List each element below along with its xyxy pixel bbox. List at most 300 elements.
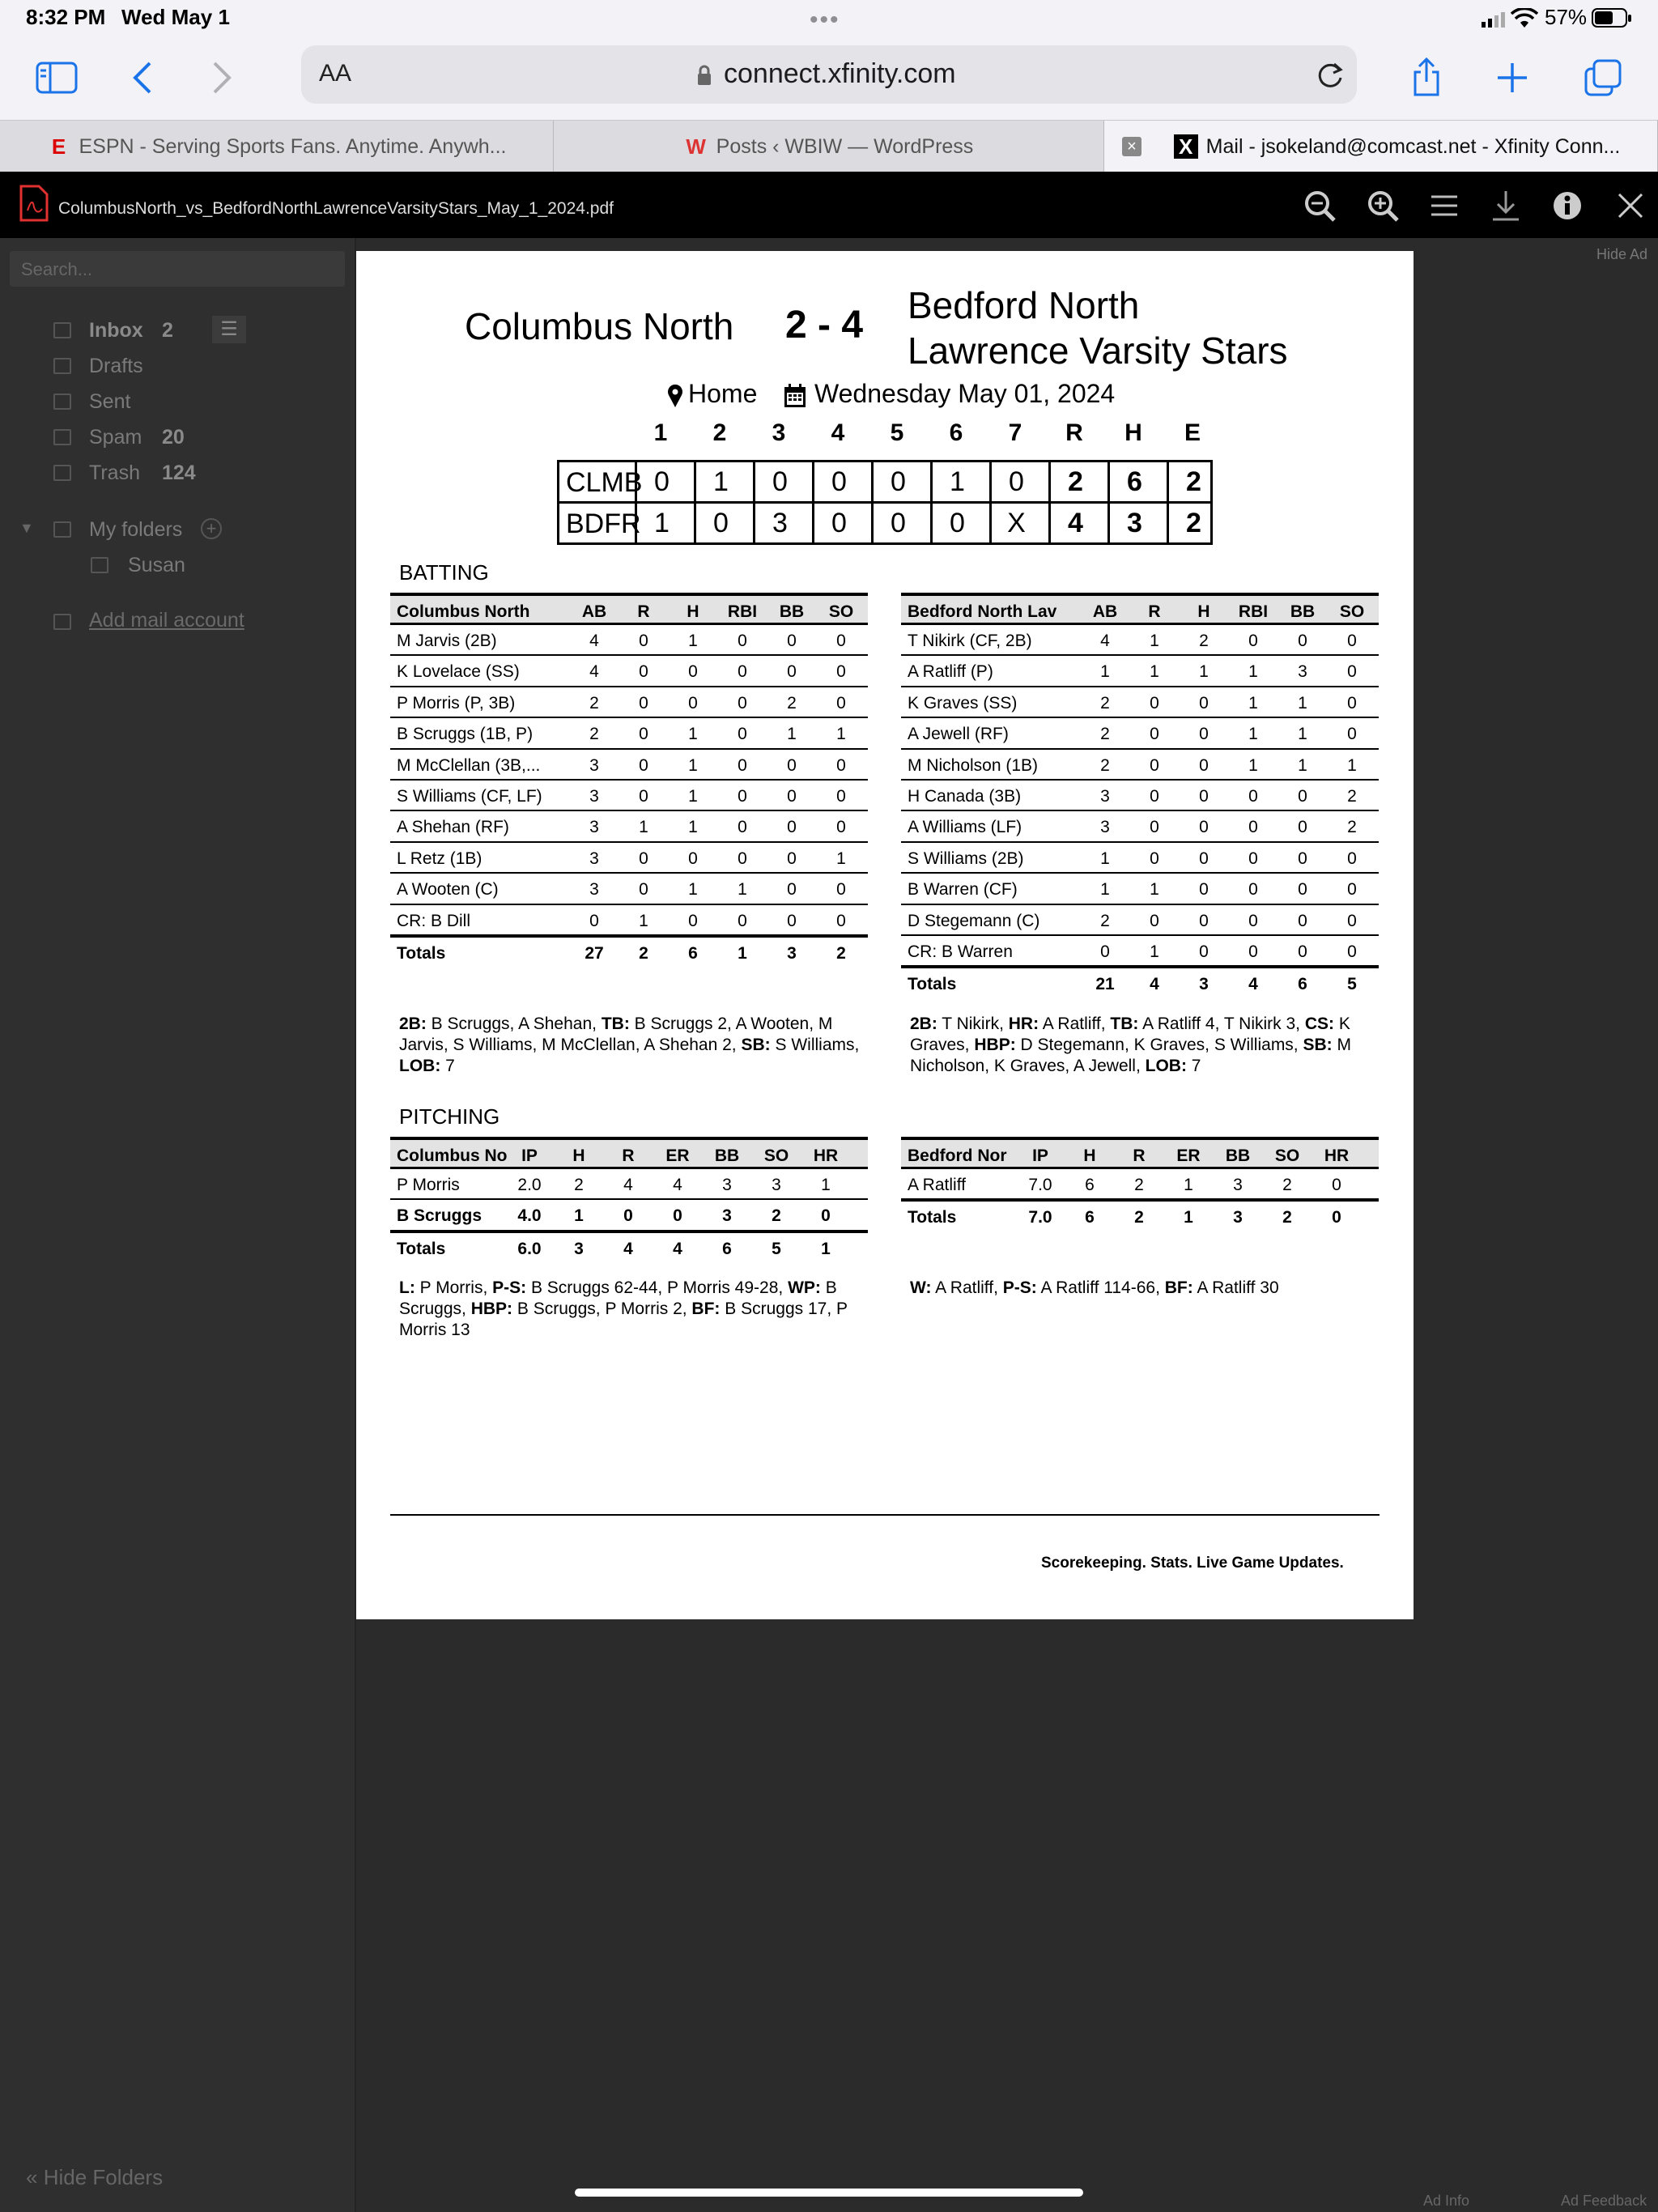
add-mail-account-link[interactable]: Add mail account bbox=[89, 609, 244, 632]
stat-cell: 1 bbox=[688, 818, 698, 837]
pdf-viewer-header bbox=[0, 172, 1658, 238]
stat-cell: 3 bbox=[772, 1176, 781, 1194]
stat-cell: 3 bbox=[1233, 1176, 1243, 1194]
column-header: R bbox=[1133, 1146, 1146, 1165]
stat-cell: 0 bbox=[1199, 942, 1209, 961]
stat-cell: 1 bbox=[1184, 1176, 1193, 1194]
column-header: ER bbox=[665, 1146, 690, 1165]
pdf-file-icon bbox=[18, 185, 50, 222]
column-header: BB bbox=[1225, 1146, 1251, 1165]
line-score-cell: 0 bbox=[753, 462, 805, 501]
table-row bbox=[901, 843, 1379, 874]
stat-cell: 3 bbox=[1233, 1208, 1243, 1227]
table-row bbox=[901, 718, 1379, 749]
stat-cell: 0 bbox=[787, 849, 797, 868]
stat-cell: 0 bbox=[1347, 693, 1357, 713]
stat-cell: 0 bbox=[1150, 849, 1159, 868]
note-key: P-S: bbox=[492, 1278, 527, 1297]
stat-cell: 0 bbox=[836, 787, 846, 806]
stat-cell: 0 bbox=[1298, 818, 1307, 837]
stat-cell: 1 bbox=[688, 787, 698, 806]
stat-cell: 0 bbox=[836, 818, 846, 837]
player-name: B Warren (CF) bbox=[908, 880, 1018, 900]
stat-cell: 3 bbox=[574, 1239, 584, 1258]
stat-cell: 5 bbox=[772, 1239, 781, 1258]
line-score-cell: 1 bbox=[930, 462, 982, 501]
stat-cell: 2 bbox=[787, 693, 797, 713]
table-row bbox=[390, 843, 868, 874]
close-icon[interactable] bbox=[1613, 188, 1648, 223]
hide-folders-button[interactable]: « Hide Folders bbox=[26, 2165, 164, 2189]
totals-label: Totals bbox=[397, 1239, 446, 1258]
stat-cell: 1 bbox=[1199, 662, 1209, 682]
stat-cell: 1 bbox=[1248, 755, 1258, 775]
stat-cell: 3 bbox=[1199, 975, 1209, 994]
info-icon[interactable] bbox=[1550, 188, 1585, 223]
player-name: T Nikirk (CF, 2B) bbox=[908, 632, 1032, 650]
stat-cell: 0 bbox=[787, 818, 797, 837]
stat-cell: 0 bbox=[688, 693, 698, 713]
sidebar-toggle-icon[interactable] bbox=[32, 53, 81, 102]
stat-cell: 0 bbox=[1199, 818, 1209, 837]
status-bar bbox=[0, 0, 1658, 39]
footer-divider bbox=[390, 1514, 1380, 1516]
line-score-header: 1 bbox=[653, 419, 668, 446]
my-folders[interactable]: My folders bbox=[89, 518, 183, 541]
stat-cell: 0 bbox=[1150, 693, 1159, 713]
stat-cell: 0 bbox=[639, 662, 648, 682]
line-score-header: 5 bbox=[890, 419, 904, 446]
stat-cell: 2 bbox=[1282, 1208, 1292, 1227]
table-row bbox=[390, 905, 868, 936]
table-row bbox=[901, 811, 1379, 842]
player-name: CR: B Dill bbox=[397, 911, 471, 930]
stat-cell: 1 bbox=[1150, 632, 1159, 650]
stat-cell: 6 bbox=[1085, 1208, 1095, 1227]
cellular-signal-icon bbox=[1482, 11, 1509, 28]
stat-cell: 1 bbox=[1298, 725, 1307, 744]
note-key: BF: bbox=[691, 1300, 721, 1318]
folder-trash[interactable]: Trash bbox=[89, 462, 140, 484]
stat-cell: 1 bbox=[738, 880, 747, 900]
player-name: B Scruggs bbox=[397, 1206, 483, 1226]
table-row bbox=[901, 750, 1379, 781]
stat-cell: 21 bbox=[1095, 975, 1115, 994]
share-icon[interactable] bbox=[1402, 53, 1451, 102]
player-name: K Lovelace (SS) bbox=[397, 662, 520, 682]
column-header: BB bbox=[714, 1146, 740, 1165]
player-name: M Jarvis (2B) bbox=[397, 632, 497, 650]
stat-cell: 0 bbox=[1199, 911, 1209, 930]
stat-cell: 0 bbox=[738, 911, 747, 930]
stat-cell: 0 bbox=[738, 755, 747, 775]
stat-cell: 0 bbox=[1199, 725, 1209, 744]
column-header: H bbox=[572, 1146, 585, 1165]
table-row bbox=[390, 874, 868, 904]
tab-bar bbox=[0, 120, 1658, 172]
totals-row bbox=[390, 1230, 868, 1261]
download-icon[interactable] bbox=[1488, 188, 1524, 223]
battery-percent: 57% bbox=[1545, 5, 1588, 29]
calendar-icon bbox=[784, 384, 806, 408]
mail-search-input[interactable]: Search... bbox=[10, 251, 345, 287]
stat-cell: 2 bbox=[639, 944, 648, 963]
stat-cell: 3 bbox=[589, 787, 599, 806]
stat-cell: 0 bbox=[836, 755, 846, 775]
stat-cell: 0 bbox=[639, 849, 648, 868]
stat-cell: 0 bbox=[1298, 911, 1307, 930]
column-header: H bbox=[1083, 1146, 1096, 1165]
line-score-cell: 0 bbox=[635, 462, 687, 501]
stat-cell: 0 bbox=[738, 632, 747, 650]
table-row bbox=[390, 718, 868, 749]
column-header: R bbox=[622, 1146, 635, 1165]
zoom-out-icon[interactable] bbox=[1302, 188, 1337, 223]
inbox-count: 2 bbox=[162, 319, 173, 342]
note-key: CS: bbox=[1304, 1015, 1334, 1033]
stat-cell: 0 bbox=[1100, 942, 1110, 961]
stat-cell: 3 bbox=[1298, 662, 1307, 682]
stat-cell: 3 bbox=[1100, 818, 1110, 837]
column-header: R bbox=[1148, 602, 1161, 621]
location-pin-icon bbox=[667, 384, 683, 408]
status-date: Wed May 1 bbox=[121, 5, 230, 29]
table-row bbox=[901, 781, 1379, 811]
stat-cell: 0 bbox=[1298, 942, 1307, 961]
stat-cell: 1 bbox=[1248, 725, 1258, 744]
player-name: H Canada (3B) bbox=[908, 787, 1022, 806]
new-tab-icon[interactable] bbox=[1488, 53, 1537, 102]
stat-cell: 0 bbox=[836, 693, 846, 713]
note-key: L: bbox=[399, 1278, 415, 1297]
line-score-cell: 0 bbox=[871, 462, 923, 501]
stat-cell: 2 bbox=[1134, 1176, 1144, 1194]
note-key: LOB: bbox=[399, 1057, 441, 1075]
spam-icon bbox=[53, 429, 71, 445]
away-team-name: Columbus North bbox=[465, 305, 734, 347]
folder-susan[interactable]: Susan bbox=[128, 554, 185, 576]
hide-folders-label: Hide Folders bbox=[43, 2165, 164, 2189]
note-key: HR: bbox=[1008, 1015, 1039, 1033]
menu-icon[interactable] bbox=[1426, 188, 1462, 223]
line-score-row-away bbox=[557, 460, 1213, 504]
line-score-cell: 1 bbox=[694, 462, 746, 501]
totals-row bbox=[901, 1198, 1379, 1229]
note-value: B Scruggs 62-44, P Morris 49-28, bbox=[526, 1278, 789, 1297]
add-folder-icon[interactable]: + bbox=[201, 518, 222, 539]
column-header: SO bbox=[763, 1146, 789, 1165]
tab-wordpress[interactable] bbox=[554, 121, 1104, 172]
stat-cell: 6 bbox=[722, 1239, 732, 1258]
player-name: A Williams (LF) bbox=[908, 818, 1022, 837]
stat-cell: 0 bbox=[1248, 818, 1258, 837]
note-value: A Ratliff 30 bbox=[1192, 1278, 1279, 1297]
stat-cell: 0 bbox=[623, 1206, 633, 1226]
stat-cell: 1 bbox=[688, 632, 698, 650]
stat-cell: 7.0 bbox=[1028, 1208, 1052, 1227]
stat-cell: 0 bbox=[1248, 942, 1258, 961]
folder-inbox[interactable]: Inbox bbox=[89, 319, 143, 342]
reload-icon[interactable] bbox=[1315, 60, 1346, 91]
line-score-header: 6 bbox=[949, 419, 963, 446]
stat-cell: 0 bbox=[1199, 755, 1209, 775]
stat-cell: 1 bbox=[1150, 662, 1159, 682]
reader-aa-button[interactable]: AA bbox=[319, 60, 352, 87]
stat-cell: 1 bbox=[574, 1206, 584, 1226]
folder-spam[interactable]: Spam bbox=[89, 426, 142, 449]
stat-cell: 0 bbox=[738, 787, 747, 806]
ad-feedback-link[interactable]: Ad Feedback bbox=[1561, 2193, 1647, 2209]
note-value: P Morris, bbox=[414, 1278, 493, 1297]
tab-overview-icon[interactable] bbox=[1579, 53, 1627, 102]
table-row bbox=[390, 811, 868, 842]
table-row bbox=[901, 905, 1379, 936]
pdf-filename: ColumbusNorth_vs_BedfordNorthLawrenceVarsityStars_May_1_2024.pdf bbox=[58, 199, 614, 218]
forward-icon[interactable] bbox=[198, 53, 246, 102]
table-row bbox=[390, 1200, 868, 1231]
stat-cell: 3 bbox=[722, 1206, 732, 1226]
stat-cell: 4 bbox=[673, 1176, 682, 1194]
ad-info-link[interactable]: Ad Info bbox=[1423, 2193, 1470, 2209]
note-key: 2B: bbox=[910, 1015, 937, 1033]
line-score-team: CLMB bbox=[566, 467, 643, 498]
stat-cell: 0 bbox=[1298, 849, 1307, 868]
pitching-section-title: PITCHING bbox=[399, 1104, 500, 1129]
line-score-header: 4 bbox=[831, 419, 845, 446]
pitching-notes-away bbox=[399, 1278, 877, 1341]
totals-label: Totals bbox=[908, 975, 957, 994]
column-header: H bbox=[1197, 602, 1210, 621]
line-score-cell: 2 bbox=[1167, 504, 1218, 542]
stat-cell: 0 bbox=[836, 911, 846, 930]
stat-cell: 7.0 bbox=[1028, 1176, 1052, 1194]
stat-cell: 0 bbox=[1150, 911, 1159, 930]
column-header: AB bbox=[581, 602, 607, 621]
stat-cell: 6 bbox=[1298, 975, 1307, 994]
column-header: Columbus No bbox=[397, 1146, 508, 1165]
table-row bbox=[901, 1169, 1379, 1200]
stat-cell: 4 bbox=[623, 1239, 633, 1258]
stat-cell: 0 bbox=[787, 911, 797, 930]
stat-cell: 2 bbox=[1134, 1208, 1144, 1227]
stat-cell: 1 bbox=[821, 1239, 831, 1258]
stat-cell: 0 bbox=[1150, 818, 1159, 837]
stat-cell: 0 bbox=[1248, 880, 1258, 900]
stat-cell: 1 bbox=[1100, 880, 1110, 900]
tab-xfinity-mail[interactable] bbox=[1104, 121, 1658, 172]
stat-cell: 0 bbox=[1347, 662, 1357, 682]
column-header: HR bbox=[1324, 1146, 1350, 1165]
stat-cell: 0 bbox=[1347, 849, 1357, 868]
note-value: D Stegemann, K Graves, S Williams, bbox=[1015, 1036, 1303, 1054]
note-value: B Scruggs 2, A Wooten, M Jarvis, S Williams, M McClellan, A Shehan 2, bbox=[399, 1015, 833, 1054]
tab-espn[interactable] bbox=[0, 121, 554, 172]
column-header: SO bbox=[1274, 1146, 1300, 1165]
stat-cell: 3 bbox=[589, 818, 599, 837]
line-score-header: 2 bbox=[712, 419, 727, 446]
stat-cell: 0 bbox=[639, 693, 648, 713]
stat-cell: 0 bbox=[639, 787, 648, 806]
note-key: P-S: bbox=[1002, 1278, 1037, 1297]
note-value: A Ratliff 4, T Nikirk 3, bbox=[1138, 1015, 1305, 1033]
game-location: Home bbox=[688, 379, 758, 408]
lock-icon bbox=[696, 65, 712, 86]
table-row bbox=[901, 874, 1379, 904]
table-row bbox=[390, 656, 868, 687]
stat-cell: 1 bbox=[1298, 755, 1307, 775]
stat-cell: 0 bbox=[1199, 880, 1209, 900]
note-value: 7 bbox=[440, 1057, 455, 1075]
column-header: BB bbox=[779, 602, 805, 621]
stat-cell: 4 bbox=[1150, 975, 1159, 994]
player-name: K Graves (SS) bbox=[908, 693, 1018, 713]
line-score-header: 7 bbox=[1008, 419, 1022, 446]
player-name: A Jewell (RF) bbox=[908, 725, 1009, 744]
stat-cell: 0 bbox=[1248, 787, 1258, 806]
folder-drafts[interactable]: Drafts bbox=[89, 355, 143, 377]
note-value: M Nicholson, K Graves, A Jewell, bbox=[910, 1036, 1351, 1075]
totals-label: Totals bbox=[908, 1208, 957, 1227]
column-header: BB bbox=[1290, 602, 1316, 621]
note-key: SB: bbox=[741, 1036, 771, 1054]
stat-cell: 0 bbox=[738, 662, 747, 682]
stat-cell: 0 bbox=[836, 632, 846, 650]
note-key: TB: bbox=[601, 1015, 630, 1033]
close-tab-icon[interactable]: × bbox=[1122, 137, 1141, 156]
batting-notes-home bbox=[910, 1014, 1388, 1077]
hide-ad-link[interactable]: Hide Ad bbox=[1596, 246, 1648, 262]
stat-cell: 1 bbox=[787, 725, 797, 744]
line-score-cell: 2 bbox=[1048, 462, 1100, 501]
stat-cell: 1 bbox=[836, 725, 846, 744]
player-name: A Ratliff (P) bbox=[908, 662, 993, 682]
stat-cell: 0 bbox=[1199, 849, 1209, 868]
note-key: LOB: bbox=[1145, 1057, 1187, 1075]
stat-cell: 1 bbox=[1347, 755, 1357, 775]
stat-cell: 0 bbox=[836, 880, 846, 900]
game-date: Wednesday May 01, 2024 bbox=[814, 379, 1116, 408]
stat-cell: 1 bbox=[1150, 880, 1159, 900]
line-score-cell: 0 bbox=[694, 504, 746, 542]
note-key: HBP: bbox=[470, 1300, 513, 1318]
stat-cell: 0 bbox=[639, 725, 648, 744]
folder-icon bbox=[53, 521, 71, 538]
note-key: WP: bbox=[788, 1278, 821, 1297]
stat-cell: 1 bbox=[1298, 693, 1307, 713]
column-header: HR bbox=[813, 1146, 839, 1165]
note-value: B Scruggs, P Morris 2, bbox=[512, 1300, 692, 1318]
stat-cell: 0 bbox=[1298, 880, 1307, 900]
player-name: M Nicholson (1B) bbox=[908, 755, 1039, 775]
stat-cell: 0 bbox=[821, 1206, 831, 1226]
line-score-header: H bbox=[1124, 419, 1142, 446]
back-icon[interactable] bbox=[118, 53, 167, 102]
trash-icon bbox=[53, 465, 71, 481]
stat-cell: 1 bbox=[639, 818, 648, 837]
table-row bbox=[390, 625, 868, 656]
zoom-in-icon[interactable] bbox=[1365, 188, 1401, 223]
batting-section-title: BATTING bbox=[399, 560, 489, 585]
pitching-notes-home bbox=[910, 1278, 1388, 1299]
drafts-icon bbox=[53, 358, 71, 374]
stat-cell: 2 bbox=[772, 1206, 781, 1226]
stat-cell: 0 bbox=[1347, 725, 1357, 744]
stat-cell: 0 bbox=[787, 662, 797, 682]
stat-cell: 2 bbox=[589, 725, 599, 744]
stat-cell: 1 bbox=[1248, 662, 1258, 682]
stat-cell: 0 bbox=[673, 1206, 682, 1226]
stat-cell: 0 bbox=[738, 725, 747, 744]
stat-cell: 0 bbox=[1150, 725, 1159, 744]
folder-icon bbox=[91, 557, 108, 573]
player-name: P Morris bbox=[397, 1176, 460, 1194]
note-value: 7 bbox=[1186, 1057, 1201, 1075]
address-bar[interactable] bbox=[301, 45, 1357, 104]
note-value: A Ratliff, bbox=[931, 1278, 1003, 1297]
line-score-header: R bbox=[1065, 419, 1083, 446]
multitasking-dots-icon[interactable]: ••• bbox=[810, 6, 840, 33]
table-row bbox=[901, 936, 1379, 967]
stat-cell: 3 bbox=[787, 944, 797, 963]
player-name: A Ratliff bbox=[908, 1176, 966, 1194]
totals-row bbox=[390, 934, 868, 965]
home-team-name-line2: Lawrence Varsity Stars bbox=[908, 330, 1288, 372]
tab-label: ESPN - Serving Sports Fans. Anytime. Anywh... bbox=[79, 134, 507, 158]
stat-cell: 0 bbox=[1347, 632, 1357, 650]
stat-cell: 3 bbox=[722, 1176, 732, 1194]
line-score-cell: 2 bbox=[1167, 462, 1218, 501]
stat-cell: 1 bbox=[1248, 693, 1258, 713]
stat-cell: 6 bbox=[1085, 1176, 1095, 1194]
line-score-cell: 3 bbox=[1107, 504, 1159, 542]
stat-cell: 0 bbox=[1199, 787, 1209, 806]
xfinity-favicon-icon: X bbox=[1174, 134, 1198, 159]
stat-cell: 0 bbox=[1248, 849, 1258, 868]
column-header: Bedford North Lav bbox=[908, 602, 1057, 621]
stat-cell: 0 bbox=[738, 849, 747, 868]
totals-row bbox=[901, 965, 1379, 996]
stat-cell: 0 bbox=[787, 787, 797, 806]
stat-cell: 0 bbox=[1199, 693, 1209, 713]
table-row bbox=[390, 750, 868, 781]
line-score-header: E bbox=[1184, 419, 1201, 446]
player-name: P Morris (P, 3B) bbox=[397, 693, 516, 713]
stat-cell: 0 bbox=[589, 911, 599, 930]
column-header: Bedford Nor bbox=[908, 1146, 1007, 1165]
folder-sent[interactable]: Sent bbox=[89, 390, 131, 413]
stat-cell: 1 bbox=[688, 725, 698, 744]
stat-cell: 4 bbox=[623, 1176, 633, 1194]
table-header bbox=[901, 593, 1379, 625]
home-indicator[interactable] bbox=[575, 2189, 1083, 2197]
stat-cell: 2.0 bbox=[517, 1176, 542, 1194]
stat-cell: 1 bbox=[1150, 942, 1159, 961]
stat-cell: 1 bbox=[836, 849, 846, 868]
line-score-team: BDFR bbox=[566, 508, 641, 539]
line-score-cell: 0 bbox=[989, 462, 1041, 501]
line-score-cell: 0 bbox=[812, 504, 864, 542]
folder-menu-icon[interactable]: ☰ bbox=[212, 316, 246, 343]
note-value: T Nikirk, bbox=[937, 1015, 1009, 1033]
caret-down-icon[interactable]: ▼ bbox=[19, 520, 34, 536]
stat-cell: 1 bbox=[1100, 849, 1110, 868]
stat-cell: 0 bbox=[688, 849, 698, 868]
player-name: L Retz (1B) bbox=[397, 849, 483, 868]
stat-cell: 2 bbox=[1282, 1176, 1292, 1194]
stat-cell: 2 bbox=[1100, 693, 1110, 713]
mail-sidebar bbox=[0, 238, 356, 2212]
stat-cell: 2 bbox=[836, 944, 846, 963]
